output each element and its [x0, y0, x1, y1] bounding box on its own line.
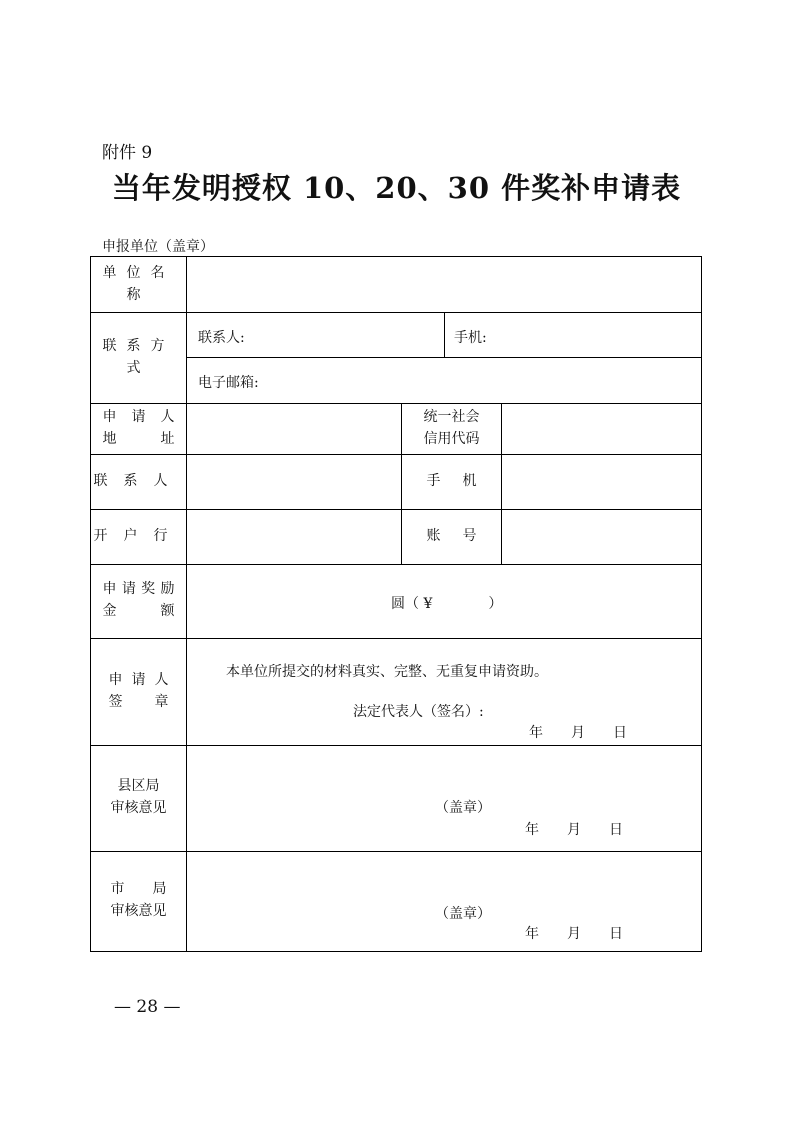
amount-label-2: 金额 [102, 603, 175, 619]
applicant-address-label-cell [91, 403, 186, 454]
mobile-field[interactable]: 手机: [454, 330, 487, 346]
attachment-label: 附件 9 [102, 143, 153, 163]
city-stamp: （盖章） [435, 906, 491, 922]
account-label-cell [402, 509, 501, 564]
signature-date[interactable]: 年 月 日 [529, 725, 627, 741]
county-date[interactable]: 年 月 日 [525, 822, 623, 838]
contact-person-field[interactable]: 联系人: [198, 330, 245, 346]
contact-label: 联系人 [93, 472, 184, 489]
applicant-unit-line: 申报单位（盖章） [102, 239, 214, 255]
contact-field[interactable] [187, 454, 401, 509]
city-review-label-2: 审核意见 [110, 903, 167, 919]
county-review-label-1: 县区局 [117, 778, 160, 795]
contact-method-label: 联系方式 [102, 337, 175, 376]
signature-label-2: 签章 [108, 693, 169, 710]
credit-code-label-cell [402, 403, 501, 454]
contact-label-cell [91, 454, 186, 509]
col-divider [444, 312, 445, 357]
unit-name-label: 单位名称 [102, 264, 175, 303]
account-label: 账号 [426, 527, 499, 544]
applicant-address-label-1: 申请人 [102, 408, 175, 425]
city-review-label-1: 市 局 [110, 881, 167, 898]
mobile-label-cell [402, 454, 501, 509]
bank-label-cell [91, 509, 186, 564]
county-review-label-2: 审核意见 [110, 800, 167, 816]
legal-rep-signature[interactable]: 法定代表人（签名）: [353, 704, 484, 720]
amount-field[interactable]: 圆（ ¥ ） [391, 596, 503, 612]
city-date[interactable]: 年 月 日 [525, 926, 623, 942]
bank-field[interactable] [187, 509, 401, 564]
applicant-address-label-2: 地址 [102, 430, 175, 447]
contact-method-label-cell [91, 312, 186, 403]
applicant-address-field[interactable] [187, 403, 401, 454]
declaration-text: 本单位所提交的材料真实、完整、无重复申请资助。 [226, 664, 548, 680]
signature-label-cell [91, 638, 186, 745]
mobile-value-field[interactable] [502, 454, 701, 509]
row-divider [186, 357, 701, 358]
application-table [90, 256, 702, 952]
unit-name-field[interactable] [187, 257, 701, 312]
credit-code-label-2: 信用代码 [423, 430, 480, 447]
form-title: 当年发明授权 10、20、30 件奖补申请表 [111, 171, 682, 205]
email-field[interactable]: 电子邮箱: [198, 375, 259, 391]
credit-code-field[interactable] [502, 403, 701, 454]
amount-label-cell [91, 564, 186, 638]
city-review-label-cell [91, 851, 186, 951]
credit-code-label-1: 统一社会 [423, 408, 480, 425]
county-review-label-cell [91, 745, 186, 851]
col-divider [186, 257, 187, 951]
unit-name-label-cell [91, 257, 186, 312]
mobile-label: 手机 [426, 472, 499, 489]
bank-label: 开户行 [93, 527, 184, 544]
county-stamp: （盖章） [435, 800, 491, 816]
account-field[interactable] [502, 509, 701, 564]
page-number: — 28 — [114, 997, 181, 1017]
amount-label-1: 申请奖励 [102, 581, 175, 598]
signature-label-1: 申请人 [108, 671, 169, 688]
